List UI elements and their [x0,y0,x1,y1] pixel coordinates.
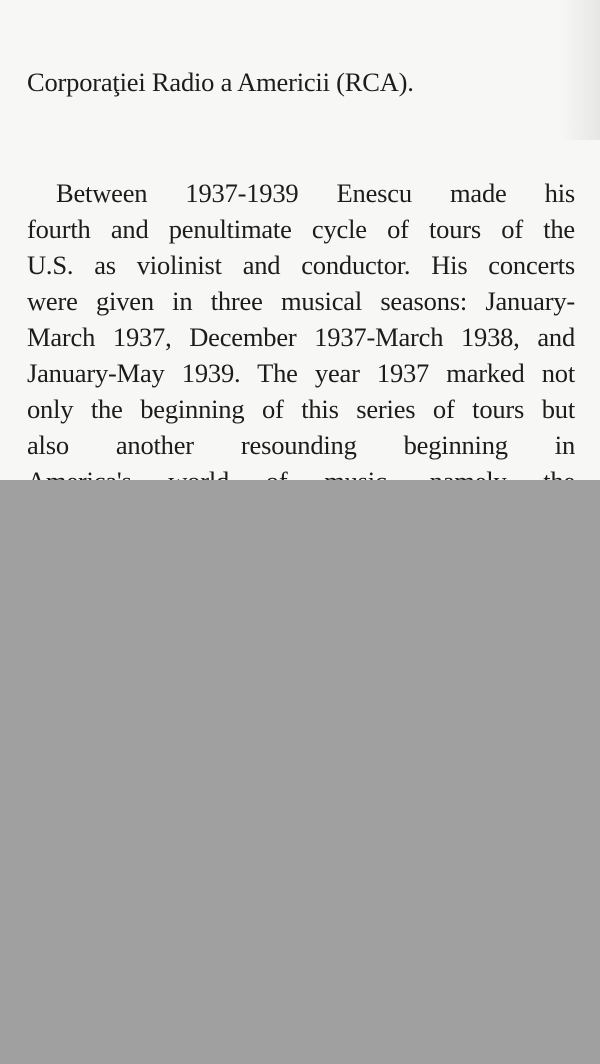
text-line-heading: Corporaţiei Radio a Americii (RCA). [27,67,414,97]
document-page [0,0,600,480]
unrendered-region [0,480,600,1064]
paragraph-line-2: fourth and penultimate cycle of tours of the [27,214,575,244]
paragraph-line-1: Between 1937-1939 Enescu made his [56,178,575,208]
paragraph-line-3: U.S. as violinist and conductor. His concerts [27,250,575,280]
paragraph-line-7: only the beginning of this series of tours but [27,394,575,424]
paragraph-line-8: also another resounding beginning in [27,430,575,460]
paragraph-line-6: January-May 1939. The year 1937 marked not [27,358,575,388]
paragraph-line-4: were given in three musical seasons: January- [27,286,575,316]
paragraph-line-5: March 1937, December 1937-March 1938, and [27,322,575,352]
